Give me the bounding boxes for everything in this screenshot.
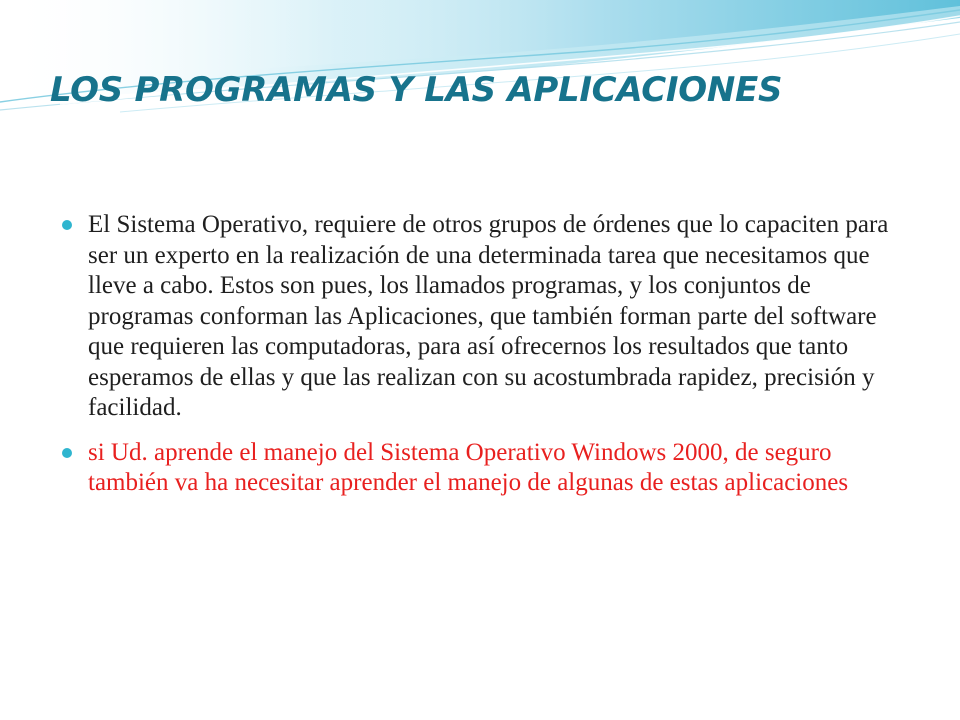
bullet-item: [62, 438, 902, 499]
bullet-text: si Ud. aprende el manejo del Sistema Operativo Windows 2000, de seguro también va ha necesitar aprender el manejo de algunas de estas aplicaciones: [88, 438, 849, 496]
slide-title: LOS PROGRAMAS Y LAS APLICACIONES: [50, 70, 783, 110]
bullet-text: El Sistema Operativo, requiere de otros grupos de órdenes que lo capaciten para ser un experto en la realización de una determinada tarea que necesitamos que lleve a cabo. Estos son pues, los llamados programas, y los conjuntos de programas conforman las Aplicaciones, que también forman parte del software que requieren las computadoras, para así ofrecernos los resultados que tanto esperamos de ellas y que las realizan con su acostumbrada rapidez, precisión y facilidad.: [88, 211, 889, 421]
bullet-dot-icon: [62, 448, 72, 458]
bullet-list: [62, 210, 902, 513]
bullet-dot-icon: [62, 220, 72, 230]
bullet-item: [62, 210, 902, 424]
